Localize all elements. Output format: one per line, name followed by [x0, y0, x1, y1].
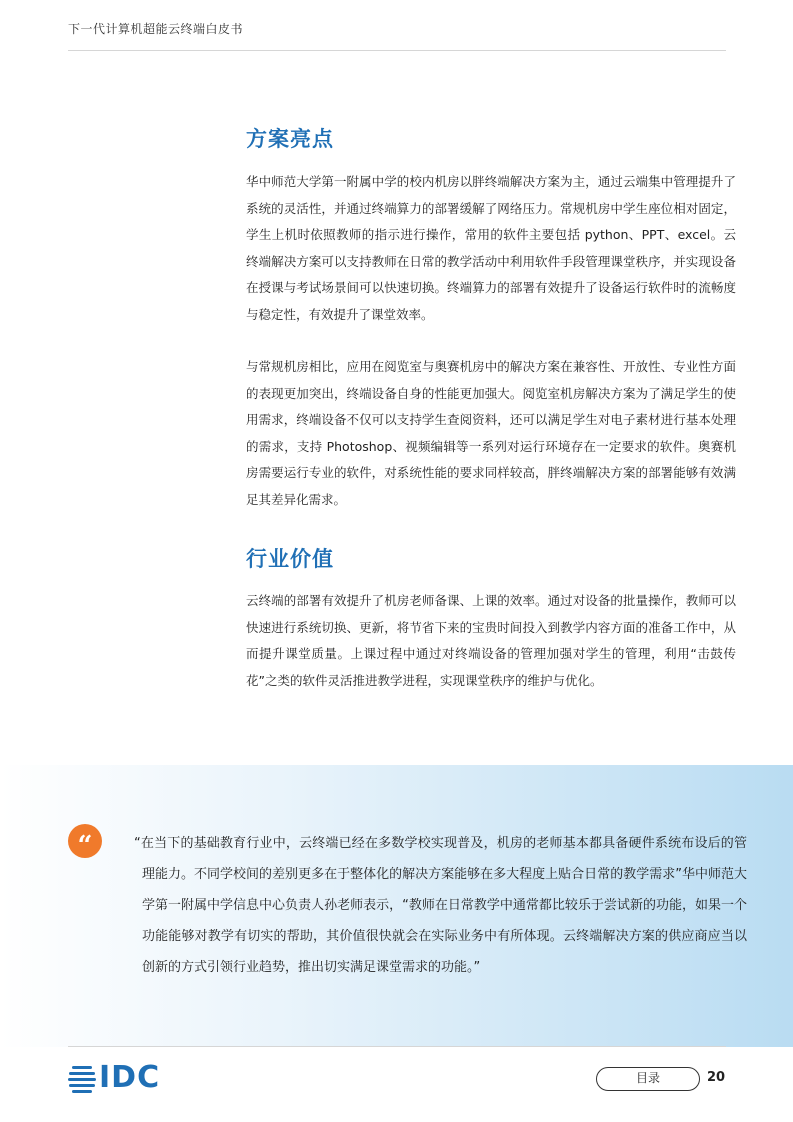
header-divider	[68, 50, 726, 51]
page-number: 20	[707, 1070, 726, 1085]
logo-text: IDC	[99, 1060, 161, 1095]
quote-mark-icon: “	[68, 824, 102, 858]
logo-stripes-icon	[68, 1063, 96, 1093]
quote-text: “在当下的基础教育行业中，云终端已经在多数学校实现普及，机房的老师基本都具备硬件系统布设后的管理能力。不同学校间的差别更多在于整体化的解决方案能够在多大程度上贴合日常的教学需求”华中师范大学第一附属中学信息中心负责人孙老师表示，“教师在日常教学中通常都比较乐于尝试新的功能，如果一个功能能够对教学有切实的帮助，其价值很快就会在实际业务中有所体现。云终端解决方案的供应商应当以创新的方式引领行业趋势，推出切实满足课堂需求的功能。”	[134, 836, 747, 975]
footer-divider	[68, 1046, 726, 1047]
section-paragraph: 华中师范大学第一附属中学的校内机房以胖终端解决方案为主，通过云端集中管理提升了系统的灵活性，并通过终端算力的部署缓解了网络压力。常规机房中学生座位相对固定，学生上机时依照教师的指示进行操作，常用的软件主要包括 python、PPT、excel。云终端解决方案可以支持教师在日常的教学活动中利用软件手段管理课堂秩序，并实现设备在授课与考试场景间可以快速切换。终端算力的部署有效提升了设备运行软件时的流畅度与稳定性，有效提升了课堂效率。	[246, 174, 736, 322]
section-paragraph: 与常规机房相比，应用在阅览室与奥赛机房中的解决方案在兼容性、开放性、专业性方面的表现更加突出，终端设备自身的性能更加强大。阅览室机房解决方案为了满足学生的使用需求，终端设备不仅可以支持学生查阅资料，还可以满足学生对电子素材进行基本处理的需求，支持 Photoshop、视频编辑等一系列对运行环境存在一定要求的软件。奥赛机房需要运行专业的软件，对系统性能的要求同样较高，胖终端解决方案的部署能够有效满足其差异化需求。	[246, 359, 736, 507]
idc-logo	[68, 1062, 160, 1094]
document-title: 下一代计算机超能云终端白皮书	[68, 22, 244, 36]
table-of-contents-button[interactable]: 目录	[596, 1067, 700, 1091]
section-paragraph: 云终端的部署有效提升了机房老师备课、上课的效率。通过对设备的批量操作，教师可以快速进行系统切换、更新，将节省下来的宝贵时间投入到教学内容方面的准备工作中，从而提升课堂质量。上课过程中通过对终端设备的管理加强对学生的管理，利用“击鼓传花”之类的软件灵活推进教学进程，实现课堂秩序的维护与优化。	[246, 593, 736, 688]
section-heading-industry-value: 行业价值	[246, 547, 334, 571]
section-heading-highlights: 方案亮点	[246, 127, 334, 151]
